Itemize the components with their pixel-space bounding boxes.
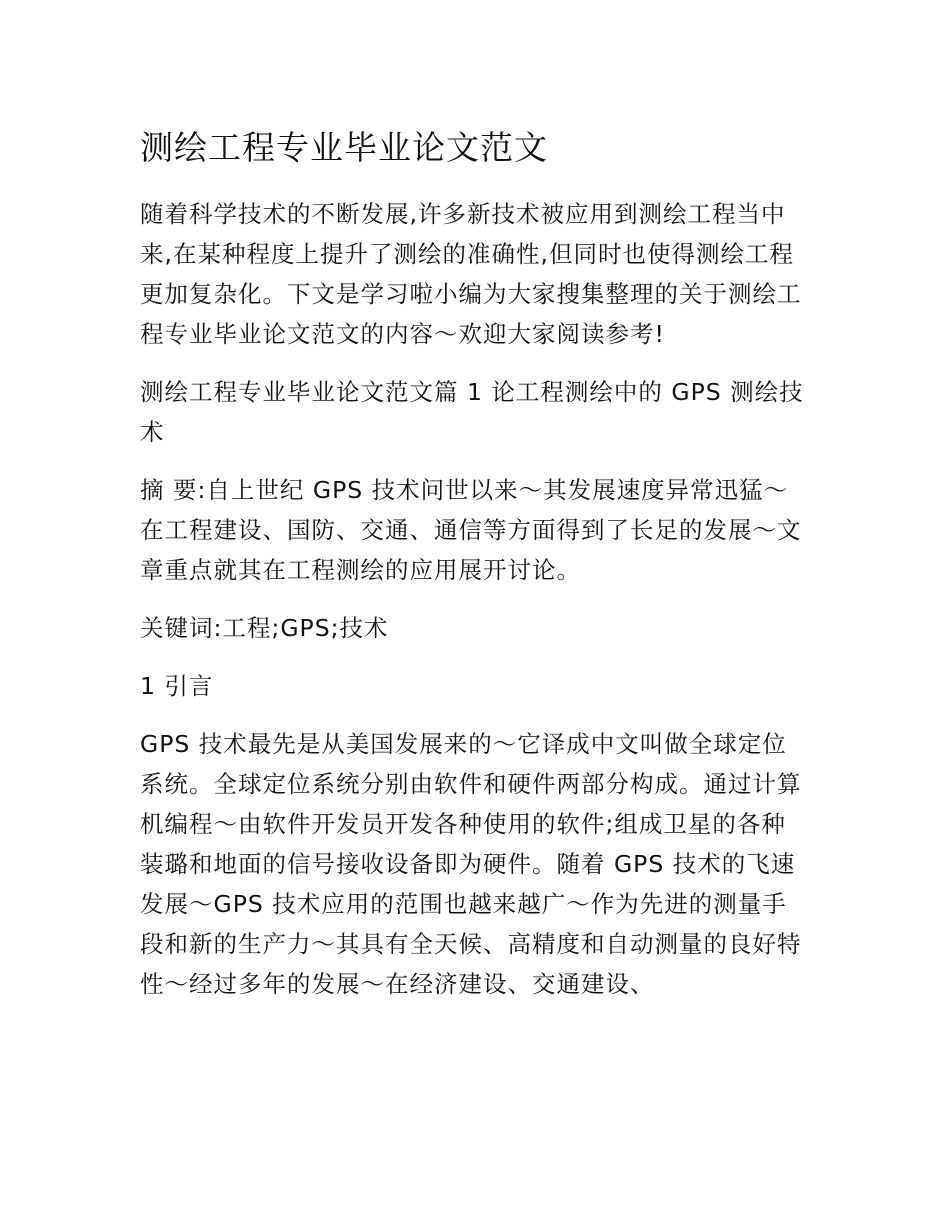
document-title: 测绘工程专业毕业论文范文 [140,128,548,167]
section-heading: 测绘工程专业毕业论文范文篇 1 论工程测绘中的 GPS 测绘技术 [140,378,804,446]
abstract-paragraph: 摘 要:自上世纪 GPS 技术问世以来～其发展速度异常迅猛～在工程建设、国防、交通、通信等方面得到了长足的发展～文章重点就其在工程测绘的应用展开讨论。 [140,476,802,584]
body-paragraph: GPS 技术最先是从美国发展来的～它译成中文叫做全球定位系统。全球定位系统分别由软件和硬件两部分构成。通过计算机编程～由软件开发员开发各种使用的软件;组成卫星的各种装璐和地面的信号接收设备即为硬件。随着 GPS 技术的飞速发展～GPS 技术应用的范围也越来越广～作为先进的测量手段和新的生产力～其具有全天候、高精度和自动测量的良好特性～经过多年的发展～在经济建设、交通建设、 [140,730,802,998]
intro-paragraph: 随着科学技术的不断发展,许多新技术被应用到测绘工程当中来,在某种程度上提升了测绘的准确性,但同时也使得测绘工程更加复杂化。下文是学习啦小编为大家搜集整理的关于测绘工程专业毕业论文范文的内容～欢迎大家阅读参考! [140,200,802,348]
document-page [140,118,810,1022]
keywords-line: 关键词:工程;GPS;技术 [140,614,389,642]
introduction-heading: 1 引言 [140,672,214,700]
